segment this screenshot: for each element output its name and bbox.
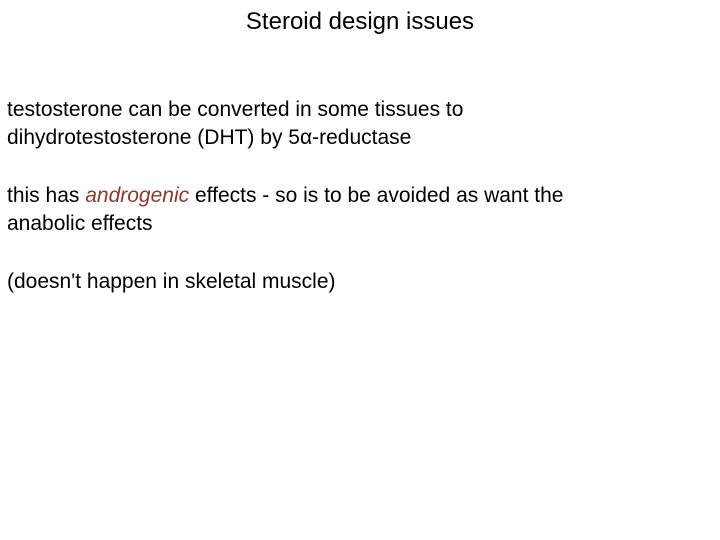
paragraph-androgenic [7, 182, 707, 238]
paragraph-conversion [7, 96, 707, 152]
paragraph-skeletal-muscle [7, 268, 707, 296]
paragraph-skeletal-muscle-line1: (doesn't happen in skeletal muscle) [7, 270, 336, 293]
slide-title: Steroid design issues [245, 8, 475, 35]
paragraph-androgenic-line2: anabolic effects [7, 212, 153, 235]
paragraph-conversion-line2: dihydrotestosterone (DHT) by 5α-reductase [7, 126, 412, 149]
slide-body [7, 96, 707, 326]
paragraph-androgenic-after: effects - so is to be avoided as want the [189, 184, 564, 207]
androgenic-emphasis: androgenic [85, 184, 190, 207]
paragraph-conversion-line1: testosterone can be converted in some tissues to [7, 98, 464, 121]
paragraph-androgenic-before: this has [7, 184, 86, 207]
